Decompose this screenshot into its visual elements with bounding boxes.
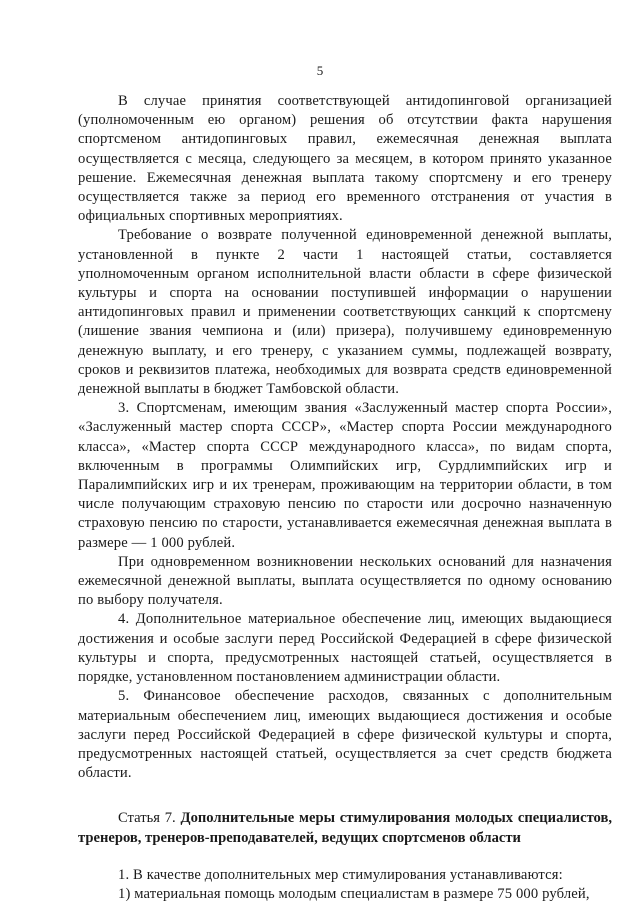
paragraph-antidoping-decision: В случае принятия соответствующей антидопинговой организацией (уполномоченным ею органом) решения об отсутствии факта нарушения спортсменом антидопинговых правил, ежемесячная денежная выплата осуществляется с месяца, следующего за месяцем, в котором принято указанное решение. Ежемесячная денежная выплата такому спортсмену и его тренеру осуществляется также за период его временного отстранения от участия в официальных спортивных мероприятиях. (78, 93, 612, 225)
spacer (78, 783, 612, 809)
paragraph-3-honored-masters: 3. Спортсменам, имеющим звания «Заслуженный мастер спорта России», «Заслуженный мастер спорта СССР», «Мастер спорта России международного класса», «Мастер спорта СССР международного класса», по видам спорта, включенным в программы Олимпийских игр, Сурдлимпийских игр и Паралимпийских игр и их тренерам, проживающим на территории области, в том числе получающим страховую пенсию по старости или досрочно назначенную страховую пенсию по старости, устанавливается ежемесячная денежная выплата в размере — 1 000 рублей. (78, 400, 612, 551)
page-number: 5 (316, 63, 324, 78)
article-heading (78, 809, 612, 847)
paragraph-stimulus-measures: 1. В качестве дополнительных мер стимулирования устанавливаются: (118, 866, 563, 883)
paragraph-young-specialists-aid: 1) материальная помощь молодым специалистам в размере 75 000 рублей, (118, 885, 590, 902)
paragraph-5-financing: 5. Финансовое обеспечение расходов, связанных с дополнительным материальным обеспечением лиц, имеющих выдающиеся достижения и особые заслуги перед Российской Федерацией в сфере физической культуры и спорта, предусмотренных настоящей статьей, осуществляется за счет средств бюджета области. (78, 688, 612, 782)
article-title: Дополнительные меры стимулирования молодых специалистов, тренеров, тренеров-преподавателей, ведущих спортсменов области (78, 810, 613, 846)
spacer (78, 848, 612, 866)
paragraph-multiple-grounds: При одновременном возникновении нескольких оснований для назначения ежемесячной денежной выплаты, выплата осуществляется по одному основанию по выбору получателя. (78, 553, 612, 609)
article-label: Статья 7. (118, 810, 176, 827)
paragraph-refund-requirement: Требование о возврате полученной единовременной денежной выплаты, установленной в пункте 2 части 1 настоящей статьи, составляется уполномоченным органом исполнительной власти области в сфере физической культуры и спорта на основании поступившей информации о нарушении антидопинговых правил и применении соответствующих санкций к спортсмену (лишение звания чемпиона и (или) призера), получившему единовременную денежную выплату, и его тренеру, с указанием суммы, подлежащей возврату, сроков и реквизитов платежа, необходимых для возврата средств единовременной денежной выплаты в бюджет Тамбовской области. (78, 227, 612, 398)
document-body (78, 92, 612, 904)
paragraph-4-additional-support: 4. Дополнительное материальное обеспечение лиц, имеющих выдающиеся достижения и особые заслуги перед Российской Федерацией в сфере физической культуры и спорта, предусмотренных настоящей статьей, осуществляется в порядке, установленном постановлением администрации области. (78, 611, 612, 686)
